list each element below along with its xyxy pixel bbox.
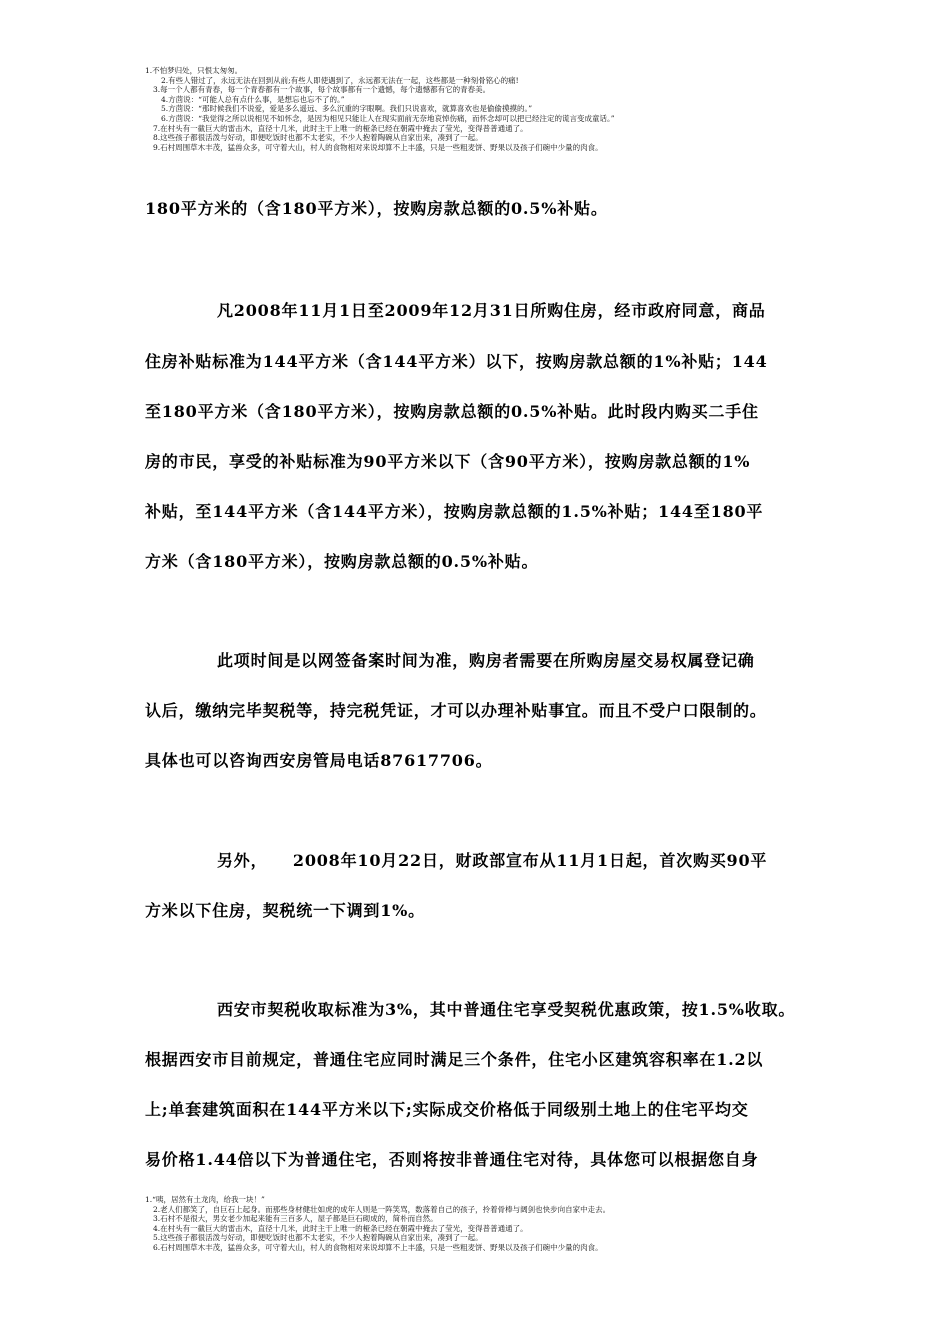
paragraph-line: 房的市民，享受的补贴标准为90平方米以下（含90平方米），按购房款总额的1% [145,452,751,471]
footer-note: 1.“咦，居然有土龙肉，给我一块！” [145,1195,265,1204]
header-note: 8.这些孩子都很活泼与好动，即便吃饭时也都不太老实，不少人抱着陶碗从自家出来，凑到了一起。 [153,133,483,143]
footer-notes [145,1195,845,1253]
header-note: 4.方茴说：“可能人总有点什么事，是想忘也忘不了的。” [161,94,345,104]
paragraph-line: 另外， 2008年10月22日，财政部宣布从11月1日起，首次购买90平 [217,851,768,870]
header-note: 5.方茴说：“那时候我们不说爱，爱是多么遥远、多么沉重的字眼啊。我们只说喜欢，就算喜欢也是偷偷摸摸的。” [161,104,533,114]
paragraph-line: 方米（含180平方米），按购房款总额的0.5%补贴。 [145,552,539,571]
header-note: 6.方茴说：“我觉得之所以说相见不如怀念，是因为相见只能让人在现实面前无奈地哀悼伤痛，而怀念却可以把已经注定的谎言变成童话。” [161,113,615,123]
footer-note: 4.在村头有一截巨大的雷击木，直径十几米，此时主干上唯一的桠条已经在朝霞中掩去了莹光，变得普普通通了。 [153,1223,528,1233]
footer-note: 3.石村不是很大，男女老少加起来能有三百多人，屋子都是巨石砌成的，简朴而自然。 [153,1214,438,1224]
header-notes [145,66,845,152]
paragraph-line: 凡2008年11月1日至2009年12月31日所购住房，经市政府同意，商品 [217,301,766,320]
paragraph-line: 具体也可以咨询西安房管局电话87617706。 [145,751,493,770]
header-note: 3.每一个人都有青春，每一个青春都有一个故事，每个故事都有一个遗憾，每个遗憾都有它的青春美。 [153,85,491,95]
paragraph-line: 认后，缴纳完毕契税等，持完税凭证，才可以办理补贴事宜。而且不受户口限制的。 [145,701,767,720]
footer-note: 5.这些孩子都很活泼与好动，即便吃饭时也都不太老实，不少人抱着陶碗从自家出来，凑到了一起。 [153,1233,483,1243]
header-note: 7.在村头有一截巨大的雷击木，直径十几米，此时主干上唯一的桠条已经在朝霞中掩去了莹光，变得普普通通了。 [153,123,528,133]
paragraph-line: 易价格1.44倍以下为普通住宅，否则将按非普通住宅对待，具体您可以根据您自身 [145,1150,759,1169]
header-note: 1.不怕梦归处，只恨太匆匆。 [145,66,243,75]
paragraph-line: 至180平方米（含180平方米），按购房款总额的0.5%补贴。此时段内购买二手住 [145,402,759,421]
header-note: 9.石村周围草木丰茂，猛兽众多，可守着大山，村人的食物相对来说却算不上丰盛，只是一些粗麦饼、野果以及孩子们碗中少量的肉食。 [153,142,603,152]
paragraph-line: 上;单套建筑面积在144平方米以下;实际成交价格低于同级别土地上的住宅平均交 [145,1100,749,1119]
paragraph-line: 此项时间是以网签备案时间为准，购房者需要在所购房屋交易权属登记确 [217,651,755,670]
paragraph-line: 补贴，至144平方米（含144平方米），按购房款总额的1.5%补贴；144至180平 [145,502,764,521]
paragraph-line: 根据西安市目前规定，普通住宅应同时满足三个条件，住宅小区建筑容积率在1.2以 [145,1050,764,1069]
paragraph-line: 西安市契税收取标准为3%，其中普通住宅享受契税优惠政策，按1.5%收取。 [217,1000,796,1019]
header-note: 2.有些人错过了，永远无法在回到从前;有些人即使遇到了，永远都无法在一起，这些都是一种刻骨铭心的痛! [161,75,519,85]
paragraph-line: 住房补贴标准为144平方米（含144平方米）以下，按购房款总额的1%补贴；144 [145,352,768,371]
footer-note: 6.石村周围草木丰茂，猛兽众多，可守着大山，村人的食物相对来说却算不上丰盛，只是一些粗麦饼、野果以及孩子们碗中少量的肉食。 [153,1242,603,1252]
paragraph-line: 方米以下住房，契税统一下调到1%。 [145,901,425,920]
paragraph-line: 180平方米的（含180平方米），按购房款总额的0.5%补贴。 [145,199,608,218]
footer-note: 2.老人们都笑了，自巨石上起身。而那些身材健壮如虎的成年人则是一阵笑骂，数落着自己的孩子，拎着骨棒与阔剑也快步向自家中走去。 [153,1204,611,1214]
